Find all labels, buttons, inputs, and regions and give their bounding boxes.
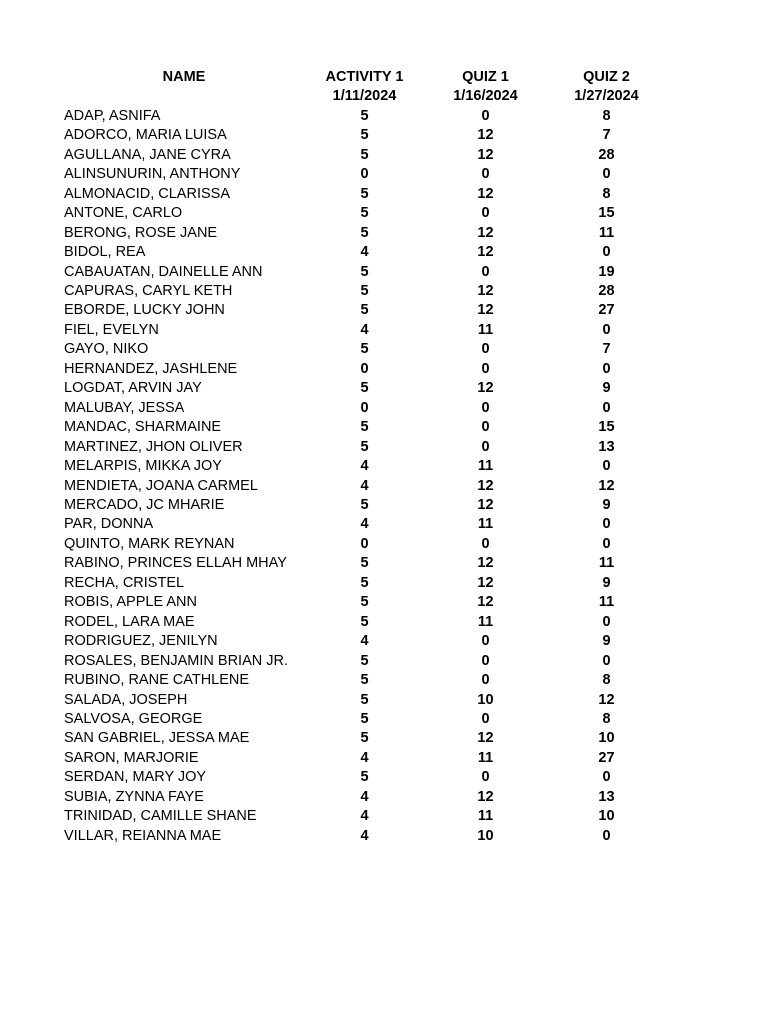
quiz2-score-cell: 8 bbox=[602, 710, 611, 727]
student-name-cell: MANDAC, SHARMAINE bbox=[64, 419, 222, 436]
quiz2-column-header: QUIZ 2 bbox=[583, 69, 630, 85]
student-name-cell: TRINIDAD, CAMILLE SHANE bbox=[64, 808, 257, 825]
quiz2-score-cell: 0 bbox=[602, 244, 611, 261]
quiz1-score-cell: 0 bbox=[481, 672, 490, 689]
quiz2-score-cell: 12 bbox=[598, 691, 615, 708]
activity1-score-cell: 4 bbox=[360, 749, 369, 766]
activity1-score-cell: 0 bbox=[360, 399, 369, 416]
table-body bbox=[0, 107, 667, 846]
quiz1-score-cell: 12 bbox=[477, 477, 494, 494]
table-row bbox=[0, 652, 667, 671]
quiz2-score-cell: 11 bbox=[598, 224, 615, 241]
table-row bbox=[0, 146, 667, 165]
quiz2-score-cell: 0 bbox=[602, 458, 611, 475]
quiz2-score-cell: 15 bbox=[598, 205, 615, 222]
activity1-score-cell: 4 bbox=[360, 808, 369, 825]
table-row bbox=[0, 827, 667, 846]
activity1-score-cell: 5 bbox=[360, 730, 369, 747]
score-table bbox=[0, 68, 667, 846]
quiz2-score-cell: 0 bbox=[602, 769, 611, 786]
activity1-score-cell: 0 bbox=[360, 166, 369, 183]
activity1-score-cell: 4 bbox=[360, 244, 369, 261]
student-name-cell: MARTINEZ, JHON OLIVER bbox=[64, 438, 243, 455]
student-name-cell: RUBINO, RANE CATHLENE bbox=[64, 672, 250, 689]
table-row bbox=[0, 768, 667, 787]
student-name-cell: SALVOSA, GEORGE bbox=[64, 710, 203, 727]
quiz1-column-header: QUIZ 1 bbox=[462, 69, 509, 85]
table-row bbox=[0, 399, 667, 418]
quiz2-score-cell: 12 bbox=[598, 477, 615, 494]
quiz2-score-cell: 13 bbox=[598, 438, 615, 455]
quiz2-score-cell: 7 bbox=[602, 127, 611, 144]
quiz2-score-cell: 0 bbox=[602, 516, 611, 533]
score-sheet bbox=[0, 68, 768, 846]
quiz1-score-cell: 12 bbox=[477, 185, 494, 202]
student-name-cell: RODRIGUEZ, JENILYN bbox=[64, 633, 218, 650]
quiz1-score-cell: 0 bbox=[481, 652, 490, 669]
table-row bbox=[0, 243, 667, 262]
quiz2-score-cell: 28 bbox=[598, 146, 615, 163]
student-name-cell: ALMONACID, CLARISSA bbox=[64, 185, 230, 202]
quiz1-score-cell: 12 bbox=[477, 380, 494, 397]
table-row bbox=[0, 749, 667, 768]
quiz1-score-cell: 0 bbox=[481, 107, 490, 124]
activity1-score-cell: 5 bbox=[360, 282, 369, 299]
quiz2-score-cell: 0 bbox=[602, 321, 611, 338]
table-row bbox=[0, 671, 667, 690]
activity1-score-cell: 5 bbox=[360, 555, 369, 572]
student-name-cell: LOGDAT, ARVIN JAY bbox=[64, 380, 202, 397]
activity1-score-cell: 5 bbox=[360, 127, 369, 144]
quiz2-score-cell: 7 bbox=[602, 341, 611, 358]
table-row bbox=[0, 379, 667, 398]
table-row bbox=[0, 593, 667, 612]
student-name-cell: EBORDE, LUCKY JOHN bbox=[64, 302, 225, 319]
student-name-cell: AGULLANA, JANE CYRA bbox=[64, 146, 231, 163]
quiz1-score-cell: 11 bbox=[477, 613, 494, 630]
table-row bbox=[0, 788, 667, 807]
activity1-score-cell: 5 bbox=[360, 710, 369, 727]
quiz1-date: 1/16/2024 bbox=[453, 88, 518, 105]
student-name-cell: BERONG, ROSE JANE bbox=[64, 224, 218, 241]
student-name-cell: PAR, DONNA bbox=[64, 516, 154, 533]
activity1-score-cell: 5 bbox=[360, 672, 369, 689]
quiz2-score-cell: 0 bbox=[602, 535, 611, 552]
table-row bbox=[0, 438, 667, 457]
quiz1-score-cell: 12 bbox=[477, 224, 494, 241]
activity1-score-cell: 5 bbox=[360, 594, 369, 611]
table-row bbox=[0, 301, 667, 320]
quiz1-score-cell: 12 bbox=[477, 594, 494, 611]
table-row bbox=[0, 535, 667, 554]
quiz2-score-cell: 0 bbox=[602, 827, 611, 844]
quiz2-score-cell: 11 bbox=[598, 594, 615, 611]
quiz1-score-cell: 12 bbox=[477, 127, 494, 144]
student-name-cell: BIDOL, REA bbox=[64, 244, 146, 261]
student-name-cell: MELARPIS, MIKKA JOY bbox=[64, 458, 222, 475]
table-header bbox=[0, 68, 667, 107]
table-row bbox=[0, 165, 667, 184]
quiz2-score-cell: 0 bbox=[602, 360, 611, 377]
table-row bbox=[0, 613, 667, 632]
activity1-score-cell: 5 bbox=[360, 419, 369, 436]
student-name-cell: CAPURAS, CARYL KETH bbox=[64, 282, 233, 299]
quiz1-score-cell: 12 bbox=[477, 302, 494, 319]
table-row bbox=[0, 691, 667, 710]
student-name-cell: RECHA, CRISTEL bbox=[64, 574, 185, 591]
activity1-score-cell: 5 bbox=[360, 496, 369, 513]
activity1-score-cell: 4 bbox=[360, 321, 369, 338]
table-row bbox=[0, 515, 667, 534]
quiz2-score-cell: 27 bbox=[598, 749, 615, 766]
table-row bbox=[0, 710, 667, 729]
table-row bbox=[0, 340, 667, 359]
activity1-score-cell: 5 bbox=[360, 185, 369, 202]
table-row bbox=[0, 457, 667, 476]
student-name-cell: MERCADO, JC MHARIE bbox=[64, 496, 225, 513]
header-date-row bbox=[0, 87, 667, 106]
activity1-score-cell: 5 bbox=[360, 769, 369, 786]
activity1-score-cell: 4 bbox=[360, 458, 369, 475]
student-name-cell: RABINO, PRINCES ELLAH MHAY bbox=[64, 555, 287, 572]
activity1-score-cell: 4 bbox=[360, 633, 369, 650]
activity1-score-cell: 4 bbox=[360, 827, 369, 844]
quiz2-score-cell: 9 bbox=[602, 496, 611, 513]
quiz1-score-cell: 11 bbox=[477, 321, 494, 338]
quiz1-score-cell: 0 bbox=[481, 205, 490, 222]
activity1-score-cell: 5 bbox=[360, 205, 369, 222]
table-row bbox=[0, 204, 667, 223]
quiz2-score-cell: 8 bbox=[602, 107, 611, 124]
student-name-cell: MALUBAY, JESSA bbox=[64, 399, 185, 416]
student-name-cell: HERNANDEZ, JASHLENE bbox=[64, 360, 238, 377]
quiz1-score-cell: 10 bbox=[477, 827, 494, 844]
quiz1-score-cell: 12 bbox=[477, 244, 494, 261]
activity1-score-cell: 5 bbox=[360, 613, 369, 630]
activity1-score-cell: 5 bbox=[360, 107, 369, 124]
table-row bbox=[0, 574, 667, 593]
student-name-cell: ADORCO, MARIA LUISA bbox=[64, 127, 227, 144]
quiz2-score-cell: 0 bbox=[602, 652, 611, 669]
activity1-score-cell: 5 bbox=[360, 691, 369, 708]
header-title-row bbox=[0, 68, 667, 87]
student-name-cell: SALADA, JOSEPH bbox=[64, 691, 188, 708]
quiz1-score-cell: 11 bbox=[477, 516, 494, 533]
quiz1-score-cell: 12 bbox=[477, 146, 494, 163]
activity1-score-cell: 5 bbox=[360, 146, 369, 163]
activity1-score-cell: 5 bbox=[360, 302, 369, 319]
activity1-score-cell: 5 bbox=[360, 263, 369, 280]
student-name-cell: ROBIS, APPLE ANN bbox=[64, 594, 197, 611]
student-name-cell: SERDAN, MARY JOY bbox=[64, 769, 207, 786]
quiz1-score-cell: 0 bbox=[481, 263, 490, 280]
student-name-cell: GAYO, NIKO bbox=[64, 341, 149, 358]
table-row bbox=[0, 477, 667, 496]
quiz1-score-cell: 10 bbox=[477, 691, 494, 708]
quiz1-score-cell: 0 bbox=[481, 341, 490, 358]
quiz1-score-cell: 12 bbox=[477, 574, 494, 591]
table-row bbox=[0, 224, 667, 243]
student-name-cell: ROSALES, BENJAMIN BRIAN JR. bbox=[64, 652, 288, 669]
quiz1-score-cell: 0 bbox=[481, 399, 490, 416]
quiz1-score-cell: 0 bbox=[481, 535, 490, 552]
quiz2-score-cell: 28 bbox=[598, 282, 615, 299]
student-name-cell: ADAP, ASNIFA bbox=[64, 107, 161, 124]
table-row bbox=[0, 126, 667, 145]
activity1-score-cell: 5 bbox=[360, 380, 369, 397]
activity1-column-header: ACTIVITY 1 bbox=[325, 69, 404, 85]
activity1-score-cell: 0 bbox=[360, 535, 369, 552]
activity1-score-cell: 5 bbox=[360, 224, 369, 241]
quiz2-score-cell: 0 bbox=[602, 613, 611, 630]
quiz2-score-cell: 9 bbox=[602, 380, 611, 397]
student-name-cell: SAN GABRIEL, JESSA MAE bbox=[64, 730, 250, 747]
quiz1-score-cell: 0 bbox=[481, 360, 490, 377]
quiz2-score-cell: 0 bbox=[602, 399, 611, 416]
quiz1-score-cell: 11 bbox=[477, 458, 494, 475]
name-column-header: NAME bbox=[162, 69, 206, 85]
student-name-cell: SUBIA, ZYNNA FAYE bbox=[64, 788, 204, 805]
activity1-date: 1/11/2024 bbox=[332, 88, 397, 105]
quiz1-score-cell: 0 bbox=[481, 769, 490, 786]
quiz2-score-cell: 10 bbox=[598, 730, 615, 747]
quiz2-score-cell: 15 bbox=[598, 419, 615, 436]
activity1-score-cell: 5 bbox=[360, 438, 369, 455]
quiz1-score-cell: 12 bbox=[477, 788, 494, 805]
activity1-score-cell: 4 bbox=[360, 516, 369, 533]
student-name-cell: QUINTO, MARK REYNAN bbox=[64, 535, 235, 552]
quiz2-score-cell: 19 bbox=[598, 263, 615, 280]
quiz1-score-cell: 11 bbox=[477, 808, 494, 825]
table-row bbox=[0, 496, 667, 515]
quiz1-score-cell: 12 bbox=[477, 730, 494, 747]
quiz2-score-cell: 13 bbox=[598, 788, 615, 805]
table-row bbox=[0, 360, 667, 379]
quiz1-score-cell: 12 bbox=[477, 282, 494, 299]
table-row bbox=[0, 632, 667, 651]
quiz1-score-cell: 12 bbox=[477, 555, 494, 572]
table-row bbox=[0, 807, 667, 826]
quiz2-score-cell: 27 bbox=[598, 302, 615, 319]
table-row bbox=[0, 418, 667, 437]
student-name-cell: CABAUATAN, DAINELLE ANN bbox=[64, 263, 263, 280]
quiz2-date: 1/27/2024 bbox=[574, 88, 639, 105]
quiz2-score-cell: 10 bbox=[598, 808, 615, 825]
quiz2-score-cell: 8 bbox=[602, 672, 611, 689]
table-row bbox=[0, 282, 667, 301]
activity1-score-cell: 5 bbox=[360, 341, 369, 358]
table-row bbox=[0, 729, 667, 748]
student-name-cell: VILLAR, REIANNA MAE bbox=[64, 827, 222, 844]
table-row bbox=[0, 185, 667, 204]
quiz2-score-cell: 0 bbox=[602, 166, 611, 183]
quiz1-score-cell: 0 bbox=[481, 438, 490, 455]
student-name-cell: ALINSUNURIN, ANTHONY bbox=[64, 166, 241, 183]
quiz1-score-cell: 0 bbox=[481, 166, 490, 183]
quiz2-score-cell: 11 bbox=[598, 555, 615, 572]
quiz1-score-cell: 11 bbox=[477, 749, 494, 766]
student-name-cell: SARON, MARJORIE bbox=[64, 749, 199, 766]
activity1-score-cell: 5 bbox=[360, 574, 369, 591]
quiz1-score-cell: 0 bbox=[481, 419, 490, 436]
activity1-score-cell: 4 bbox=[360, 788, 369, 805]
student-name-cell: RODEL, LARA MAE bbox=[64, 613, 195, 630]
quiz2-score-cell: 9 bbox=[602, 574, 611, 591]
quiz2-score-cell: 8 bbox=[602, 185, 611, 202]
table-row bbox=[0, 263, 667, 282]
student-name-cell: MENDIETA, JOANA CARMEL bbox=[64, 477, 258, 494]
quiz1-score-cell: 12 bbox=[477, 496, 494, 513]
student-name-cell: FIEL, EVELYN bbox=[64, 321, 159, 338]
quiz1-score-cell: 0 bbox=[481, 710, 490, 727]
quiz1-score-cell: 0 bbox=[481, 633, 490, 650]
table-row bbox=[0, 107, 667, 126]
student-name-cell: ANTONE, CARLO bbox=[64, 205, 183, 222]
quiz2-score-cell: 9 bbox=[602, 633, 611, 650]
table-row bbox=[0, 321, 667, 340]
activity1-score-cell: 0 bbox=[360, 360, 369, 377]
activity1-score-cell: 5 bbox=[360, 652, 369, 669]
table-row bbox=[0, 554, 667, 573]
activity1-score-cell: 4 bbox=[360, 477, 369, 494]
